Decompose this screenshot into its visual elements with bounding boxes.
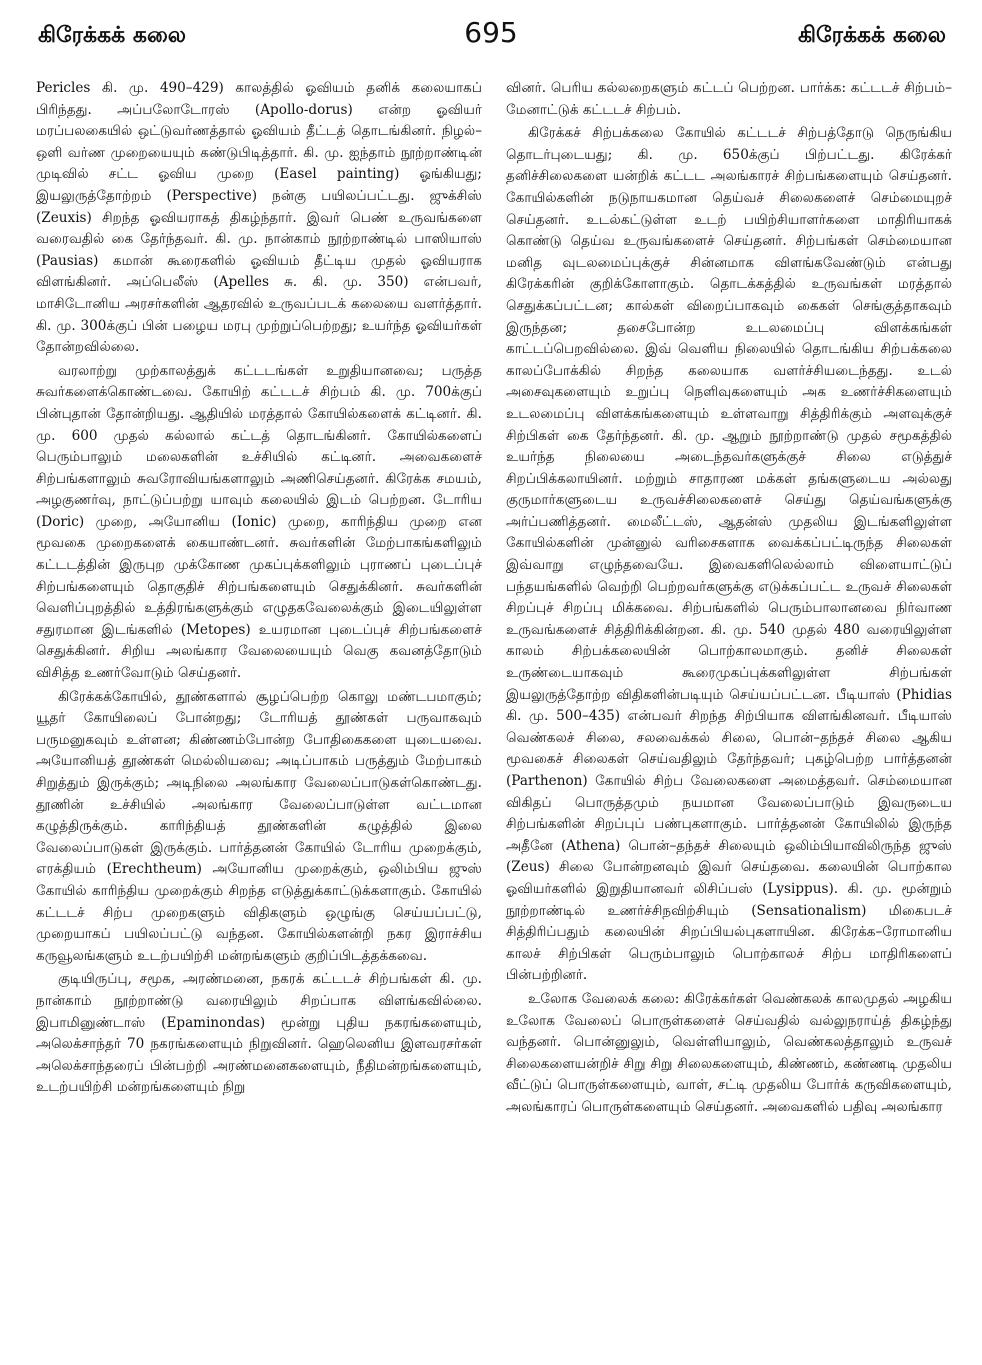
paragraph: வினர். பெரிய கல்லறைகளும் கட்டப் பெற்றன. பார்க்க: கட்டடச் சிற்பம்–மேனாட்டுக் கட்டடச் சிற்பம்.	[506, 80, 952, 118]
paragraph: Pericles கி. மு. 490–429) காலத்தில் ஓவியம் தனிக் கலையாகப் பிரிந்தது. அப்பலோடோரஸ் (Apollo-dorus) என்ற ஓவியர் மரப்பலகையில் ஒட்டுவர்ணத்தால் ஓவியம் தீட்டத் தொடங்கினர். நிழல்–ஒளி வர்ண முறையையும் கண்டுபிடித்தார். கி. மு. ஐந்தாம் நூற்றாண்டின் முடிவில் சட்ட ஓவிய முறை (Easel painting) ஓங்கியது; இயலுருத்தோற்றம் (Perspective) நன்கு பயிலப்பட்டது. ஜுக்சிஸ் (Zeuxis) சிறந்த ஓவியராகத் திகழ்ந்தார். இவர் பெண் உருவங்களை வரைவதில் கை தேர்ந்தவர். கி. மு. நான்காம் நூற்றாண்டில் பாஸியாஸ் (Pausias) கமான் கூரைகளில் ஓவியம் தீட்டிய முதல் ஓவியராக விளங்கினர். அப்பெலீஸ் (Apelles சு. கி. மு. 350) என்பவர், மாசிடோனிய அரசர்களின் ஆதரவில் உருவப்படக் கலையை வளர்த்தார். கி. மு. 300க்குப் பின் பழைய மரபு முற்றுப்பெற்றது; உயர்ந்த ஓவியர்கள் தோன்றவில்லை.	[36, 80, 482, 356]
paragraph: கிரேக்கச் சிற்பக்கலை கோயில் கட்டடச் சிற்பத்தோடு நெருங்கிய தொடர்புடையது; கி. மு. 650க்குப் பிற்பட்டது. கிரேக்கர் தனிச்சிலைகளை யன்றிக் கட்டட அலங்காரச் சிற்பங்களையும் செய்தனர். கோயில்களின் நடுநாயகமான தெய்வச் சிலைகளைச் செம்மையுறச் செய்தனர். உடல்கட்டுள்ள உடற் பயிற்சியாளர்களை மாதிரியாகக் கொண்டு தெய்வ உருவங்களைச் செய்தனர். சிற்பங்கள் செம்மையான மனித வுடலமைப்புக்குச் சின்னமாக விளங்கவேண்டும் என்பது கிரேக்கரின் குறிக்கோளாகும். தொடக்கத்தில் உருவங்கள் மரத்தால் செதுக்கப்பட்டன; கால்கள் விறைப்பாகவும் கைகள் செங்குத்தாகவும் இருந்தன; தசைபோன்ற உடலமைப்பு விளக்கங்கள் காட்டப்பெறவில்லை. இவ் வெளிய நிலையில் தொடங்கிய சிற்பக்கலை காலப்போக்கில் சிறந்த கலையாக வளர்ச்சியடைந்தது. உடல் அசைவுகளையும் உறுப்பு நெளிவுகளையும் அக உணர்ச்சிகளையும் உடலமைப்பு விளக்கங்களையும் உள்ளவாறு சித்திரிக்கும் அளவுக்குச் சிற்பிகள் கை தேர்ந்தனர். கி. மு. ஆறும் நூற்றாண்டு முதல் சமூகத்தில் உயர்ந்த நிலையை அடைந்தவர்களுக்குச் சிலை எடுத்துச் சிறப்பிக்கலாயினர். மற்றும் சாதாரண மக்கள் தங்களுடைய அல்லது குருமார்களுடைய உருவச்சிலைகளைச் செய்து தெய்வங்களுக்கு அர்ப்பணித்தனர். மைலீட்டஸ், ஆதன்ஸ் முதலிய இடங்களிலுள்ள கோயில்களின் முன்னுல் வரிசைகளாக வைக்கப்பட்டிருந்த சிலைகள் இவ்வாறு எழுந்தவையே. இவைகளிலெல்லாம் விளையாட்டுப் பந்தயங்களில் வெற்றி பெற்றவர்களுக்கு எடுக்கப்பட்ட உருவச் சிலைகள் சிறப்புச் சிறப்பு மிக்கவை. சிற்பங்களில் பெரும்பாலானவை நிர்வாண உருவங்களைச் சித்திரிக்கின்றன. கி. மு. 540 முதல் 480 வரையிலுள்ள காலம் சிற்பக்கலையின் பொற்காலமாகும். தனிச் சிலைகள் உருண்டையாகவும் கூரைமுகப்புக்களிலுள்ள சிற்பங்கள் இயலுருத்தோற்ற விதிகளின்படியும் செய்யப்பட்டன. பீடியாஸ் (Phidias கி. மு. 500–435) என்பவர் சிறந்த சிற்பியாக விளங்கினவர். பீடியாஸ் வெண்கலச் சிலை, சலவைக்கல் சிலை, பொன்–தந்தச் சிலை ஆகிய மூவகைச் சிலைகள் செய்வதிலும் தேர்ந்தவர்; புகழ்பெற்ற பார்த்தனன் (Parthenon) கோயில் சிற்ப வேலைகளை அமைத்தவர். செம்மையான விகிதப் பொருத்தமும் நயமான வேலைப்பாடும் இவருடைய சிற்பங்களின் சிறப்புப் பண்புகளாகும். பார்த்தனன் கோயிலில் இருந்த அதீனே (Athena) பொன்–தந்தச் சிலையும் ஒலிம்பியாவிலிருந்த ஜுஸ் (Zeus) சிலை போன்றனவும் இவர் செய்தவை. கலையின் பொற்கால ஓவியர்களில் இறுதியானவர் லிசிப்பஸ் (Lysippus). கி. மு. மூன்றும் நூற்றாண்டில் உணர்ச்சிநவிற்சியும் (Sensationalism) மிகைபடச் சித்திரிப்பதும் கலையின் சிறப்பியல்புகளாயின. கிரேக்க–ரோமானிய காலச் சிற்பிகள் பெரும்பாலும் பொற்காலச் சிற்ப மாதிரிகளைப் பின்பற்றினர்.	[506, 125, 952, 984]
page-number: 695	[464, 16, 518, 49]
right-column	[506, 78, 952, 1358]
header-title-right: கிரேக்கக் கலை	[797, 22, 946, 48]
paragraph: கிரேக்கக்கோயில், தூண்களால் சூழப்பெற்ற கொலு மண்டபமாகும்; யூதர் கோயிலைப் போன்றது; டோரியத் தூண்கள் பருவாகவும் பருமனுகவும் உள்ளன; கிண்ணம்போன்ற போதிகைகளை யுடையவை. அயோனியத் தூண்கள் மெல்லியவை; அடிப்பாகம் பருத்தும் மேற்பாகம் சிறுத்தும் இருக்கும்; அடிநிலை அலங்கார வேலைப்பாடுகள்கொண்டது. தூணின் உச்சியில் அலங்கார வேலைப்பாடுள்ள வட்டமான கழுத்திருக்கும். காரிந்தியத் தூண்களின் கழுத்தில் இலை வேலைப்பாடுகள் இருக்கும். பார்த்தனன் கோயில் டோரிய முறைக்கும், எரக்தியம் (Erechtheum) அயோனிய முறைக்கும், ஒலிம்பிய ஜுஸ் கோயில் காரிந்திய முறைக்கும் சிறந்த எடுத்துக்காட்டுக்களாகும். கோயில் கட்டடச் சிற்ப முறைகளும் விதிகளும் ஒழுங்கு செய்யப்பட்டு, முறையாகப் பயிலப்பட்டு வந்தன. கோயில்களன்றி நகர இராச்சிய கருவூலங்களும் உடற்பயிற்சி மன்றங்களும் குறிப்பிடத்தக்கவை.	[36, 688, 482, 964]
paragraph: உலோக வேலைக் கலை: கிரேக்கர்கள் வெண்கலக் காலமுதல் அழகிய உலோக வேலைப் பொருள்களைச் செய்வதில் வல்லுநராய்த் திகழ்ந்து வந்தனர். பொன்னுலும், வெள்ளியாலும், வெண்கலத்தாலும் உருவச் சிலைகளையன்றிச் சிறு சிறு சிலைகளையும், கிண்ணம், கண்ணடி முதலிய வீட்டுப் பொருள்களையும், வாள், சட்டி முதலிய போர்க் கருவிகளையும், அலங்காரப் பொருள்களையும் செய்தனர். அவைகளில் பதிவு அலங்கார	[506, 990, 952, 1115]
running-header	[0, 16, 982, 64]
left-column	[36, 78, 482, 1358]
paragraph: குடியிருப்பு, சமூக, அரண்மனை, நகரக் கட்டடச் சிற்பங்கள் கி. மு. நான்காம் நூற்றாண்டு வரையிலும் சிறப்பாக விளங்கவில்லை. இபாமினுண்டாஸ் (Epaminondas) மூன்று புதிய நகரங்களையும், அலெக்சாந்தர் 70 நகரங்களையும் நிறுவினர். ஹெலெனிய இளவரசர்கள் அலெக்சாந்தரைப் பின்பற்றி அரண்மனைகளையும், நீதிமன்றங்களையும், உடற்பயிற்சி மன்றங்களையும் நிறு	[36, 971, 482, 1096]
paragraph: வரலாற்று முற்காலத்துக் கட்டடங்கள் உறுதியானவை; பருத்த சுவர்களைக்கொண்டவை. கோயிற் கட்டடச் சிற்பம் கி. மு. 700க்குப் பின்புதான் தோன்றியது. ஆதியில் மரத்தால் கோயில்களைக் கட்டினர். கி. மு. 600 முதல் கல்லால் கட்டத் தொடங்கினர். கோயில்களைப் பெரும்பாலும் மலைகளின் உச்சியில் கட்டினர். அவைகளைச் சிற்பங்களாலும் சுவரோவியங்களாலும் அணிசெய்தனர். கிரேக்க சமயம், அழகுணர்வு, நாட்டுப்பற்று யாவும் கலையில் இடம் பெற்றன. டோரிய (Doric) முறை, அயோனிய (Ionic) முறை, காரிந்திய முறை என மூவகை முறைகளைக் கையாண்டனர். சுவர்களின் மேற்பாகங்களிலும் கட்டடத்தின் இருபுற முக்கோண முகப்புக்களிலும் புராணப் புடைப்புச் சிற்பங்களையும் தொகுதிச் சிற்பங்களையும் செதுக்கினர். சுவர்களின் வெளிப்புறத்தில் உத்திரங்களுக்கும் எழுதகவேலைக்கும் இடையிலுள்ள சதுரமான இடங்களில் (Metopes) உயரமான புடைப்புச் சிற்பங்களைச் செதுக்கினர். சிறிய அலங்கார வேலையையும் வெகு கவனத்தோடும் விசித்த உணர்வோடும் செய்தனர்.	[36, 362, 482, 682]
header-title-left: கிரேக்கக் கலை	[38, 22, 187, 48]
